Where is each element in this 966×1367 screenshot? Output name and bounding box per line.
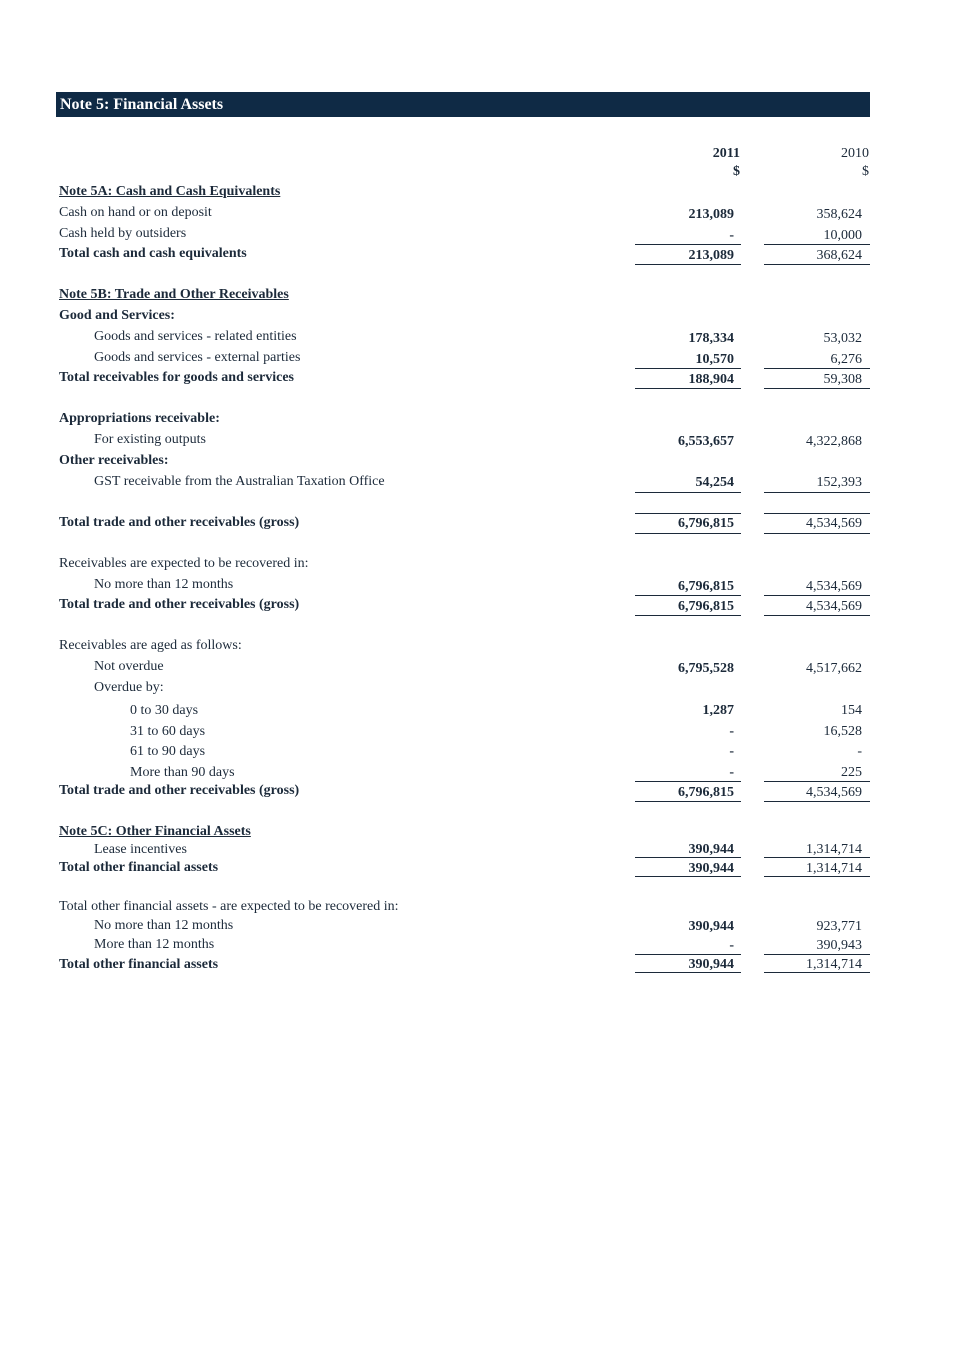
value-2011: 6,796,815 <box>678 516 734 531</box>
total-row <box>0 515 966 535</box>
value-2010: 1,314,714 <box>806 957 862 972</box>
value-2010: 4,517,662 <box>806 661 862 676</box>
value-2010: 152,393 <box>816 475 862 490</box>
value-2011: - <box>729 765 734 780</box>
value-2011: 188,904 <box>688 372 734 387</box>
rule-line <box>635 801 741 802</box>
text-row <box>0 899 966 919</box>
row-label: GST receivable from the Australian Taxation Office <box>94 474 385 489</box>
value-2011: 213,089 <box>688 207 734 222</box>
value-2011: 1,287 <box>702 703 734 718</box>
rule-line <box>764 533 870 534</box>
page-title: Note 5: Financial Assets <box>56 92 870 117</box>
rule-line <box>764 781 870 782</box>
table-row <box>0 842 966 862</box>
value-2010: 4,534,569 <box>806 516 862 531</box>
rule-line <box>764 972 870 973</box>
value-2010: 358,624 <box>816 207 862 222</box>
column-header-2010: 2010 <box>841 146 869 161</box>
value-2010: 1,314,714 <box>806 842 862 857</box>
rule-line <box>635 595 741 596</box>
section-heading-5a <box>0 184 966 204</box>
row-label: For existing outputs <box>94 432 207 447</box>
text-row <box>0 556 966 576</box>
rule-line <box>764 388 870 389</box>
rule-line <box>635 368 741 369</box>
row-label: Not overdue <box>94 659 164 674</box>
rule-line <box>764 244 870 245</box>
section-heading-5c <box>0 824 966 844</box>
table-row <box>0 918 966 938</box>
value-2011: 390,944 <box>688 919 734 934</box>
subheading-row <box>0 411 966 431</box>
value-2010: 4,322,868 <box>806 434 862 449</box>
rule-line <box>635 615 741 616</box>
value-2011: - <box>729 228 734 243</box>
rule-line <box>764 368 870 369</box>
row-label: Appropriations receivable: <box>59 411 220 426</box>
rule-line <box>764 857 870 858</box>
row-label: Total other financial assets <box>59 957 219 972</box>
total-row <box>0 597 966 617</box>
table-row <box>0 724 966 744</box>
rule-line <box>764 954 870 955</box>
row-label: 0 to 30 days <box>130 703 199 718</box>
row-label: Total receivables for goods and services <box>59 370 295 385</box>
value-2011: 10,570 <box>695 352 734 367</box>
rule-line <box>764 876 870 877</box>
value-2010: 4,534,569 <box>806 579 862 594</box>
row-label: Note 5C: Other Financial Assets <box>59 824 251 839</box>
value-2010: 6,276 <box>830 352 862 367</box>
row-label: Receivables are aged as follows: <box>59 638 242 653</box>
value-2010: 4,534,569 <box>806 785 862 800</box>
value-2010: - <box>857 744 862 759</box>
total-row <box>0 957 966 977</box>
value-2010: 4,534,569 <box>806 599 862 614</box>
value-2010: 368,624 <box>816 248 862 263</box>
rule-line <box>635 513 741 514</box>
value-2010: 390,943 <box>816 938 862 953</box>
rule-line <box>764 595 870 596</box>
row-label: 61 to 90 days <box>130 744 206 759</box>
row-label: Overdue by: <box>94 680 164 695</box>
value-2010: 59,308 <box>823 372 862 387</box>
row-label: No more than 12 months <box>94 918 234 933</box>
table-row <box>0 226 966 246</box>
column-header-2011: 2011 <box>712 146 740 161</box>
table-row <box>0 659 966 679</box>
table-row <box>0 744 966 764</box>
column-unit-2010: $ <box>862 164 869 179</box>
rule-line <box>635 388 741 389</box>
value-2011: 54,254 <box>695 475 734 490</box>
value-2010: 1,314,714 <box>806 861 862 876</box>
table-row <box>0 474 966 494</box>
row-label: Total cash and cash equivalents <box>59 246 247 261</box>
total-row <box>0 860 966 880</box>
row-label: Total trade and other receivables (gross) <box>59 597 300 612</box>
row-label: Total trade and other receivables (gross) <box>59 783 300 798</box>
table-row <box>0 350 966 370</box>
row-label: Good and Services: <box>59 308 175 323</box>
value-2011: 6,796,815 <box>678 599 734 614</box>
subheading-row <box>0 308 966 328</box>
value-2010: 10,000 <box>823 228 862 243</box>
total-row <box>0 783 966 803</box>
row-label: Receivables are expected to be recovered in: <box>59 556 309 571</box>
row-label: Cash on hand or on deposit <box>59 205 212 220</box>
rule-line <box>635 492 741 493</box>
column-unit-2011: $ <box>733 164 740 179</box>
rule-line <box>764 264 870 265</box>
value-2011: 390,944 <box>688 957 734 972</box>
table-row <box>0 329 966 349</box>
value-2011: 6,553,657 <box>678 434 734 449</box>
subheading-row <box>0 453 966 473</box>
row-label: No more than 12 months <box>94 577 234 592</box>
text-row <box>0 638 966 658</box>
value-2010: 53,032 <box>823 331 862 346</box>
table-row <box>0 205 966 225</box>
value-2010: 16,528 <box>823 724 862 739</box>
row-label: Cash held by outsiders <box>59 226 187 241</box>
value-2010: 154 <box>841 703 862 718</box>
total-row <box>0 246 966 266</box>
row-label: Total other financial assets <box>59 860 219 875</box>
table-row <box>0 432 966 452</box>
value-2011: 390,944 <box>688 842 734 857</box>
rule-line <box>635 264 741 265</box>
rule-line <box>764 492 870 493</box>
row-label: More than 90 days <box>130 765 235 780</box>
rule-line <box>635 781 741 782</box>
row-label: Other receivables: <box>59 453 169 468</box>
value-2011: - <box>729 938 734 953</box>
section-heading-5b <box>0 287 966 307</box>
text-row <box>0 680 966 700</box>
value-2010: 225 <box>841 765 862 780</box>
value-2011: - <box>729 724 734 739</box>
value-2011: 6,795,528 <box>678 661 734 676</box>
value-2011: 6,796,815 <box>678 579 734 594</box>
row-label: 31 to 60 days <box>130 724 206 739</box>
row-label: Note 5A: Cash and Cash Equivalents <box>59 184 281 199</box>
rule-line <box>635 857 741 858</box>
table-row <box>0 765 966 785</box>
row-label: More than 12 months <box>94 937 215 952</box>
row-label: Total trade and other receivables (gross) <box>59 515 300 530</box>
row-label: Total other financial assets - are expected to be recovered in: <box>59 899 399 914</box>
rule-line <box>635 954 741 955</box>
value-2011: 178,334 <box>688 331 734 346</box>
row-label: Goods and services - external parties <box>94 350 301 365</box>
rule-line <box>764 513 870 514</box>
row-label: Lease incentives <box>94 842 187 857</box>
total-row <box>0 370 966 390</box>
value-2011: 390,944 <box>688 861 734 876</box>
value-2011: 213,089 <box>688 248 734 263</box>
value-2010: 923,771 <box>816 919 862 934</box>
rule-line <box>635 244 741 245</box>
value-2011: - <box>729 744 734 759</box>
row-label: Note 5B: Trade and Other Receivables <box>59 287 289 302</box>
rule-line <box>635 533 741 534</box>
rule-line <box>764 801 870 802</box>
table-row <box>0 703 966 723</box>
rule-line <box>635 876 741 877</box>
value-2011: 6,796,815 <box>678 785 734 800</box>
table-row <box>0 577 966 597</box>
row-label: Goods and services - related entities <box>94 329 297 344</box>
rule-line <box>635 972 741 973</box>
rule-line <box>764 615 870 616</box>
